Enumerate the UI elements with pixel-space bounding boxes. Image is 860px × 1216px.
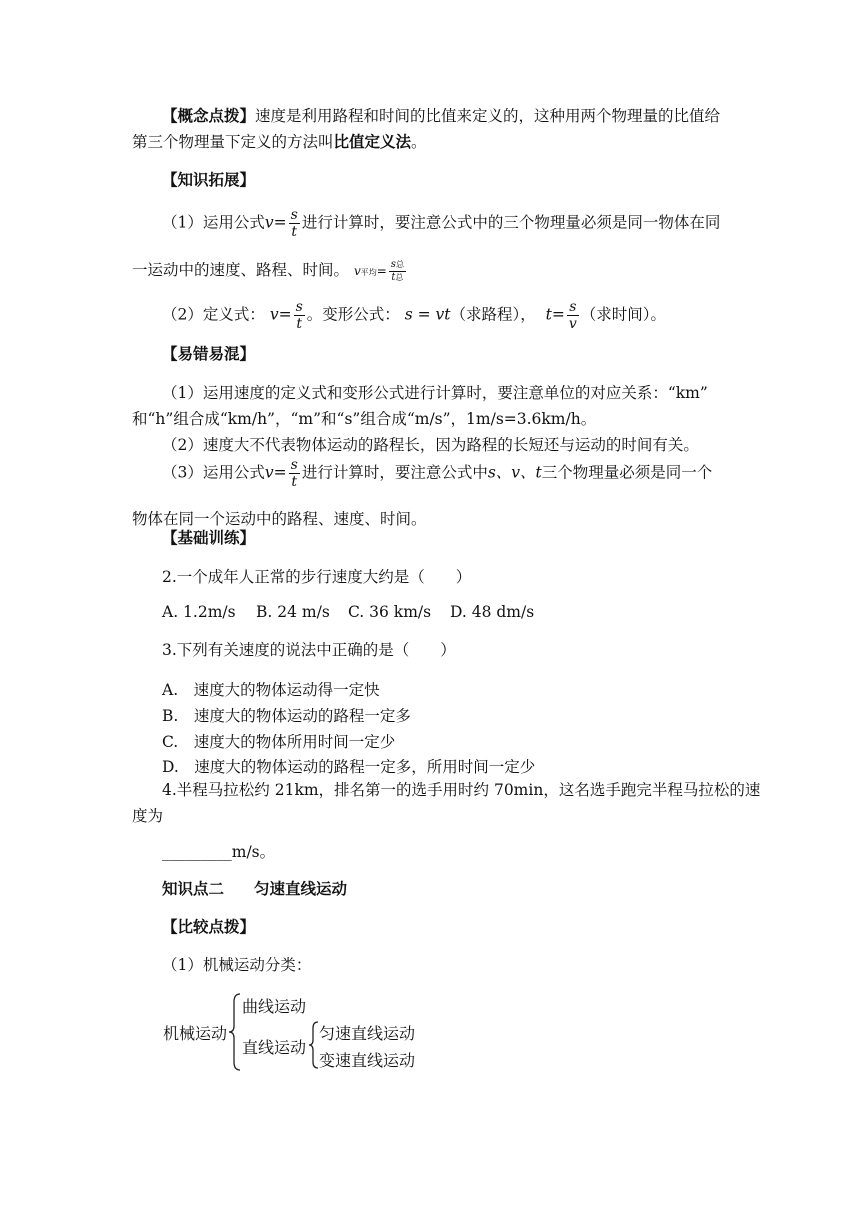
tree-brace-main bbox=[228, 992, 242, 1072]
compare-heading: 【比较点拨】 bbox=[162, 917, 256, 936]
expand-item1-prefix: （1）运用公式 bbox=[162, 213, 265, 232]
item2-note1: （求路程）， bbox=[450, 305, 536, 324]
question-4-line2: 度为 bbox=[132, 807, 164, 825]
formula-eq: = bbox=[273, 213, 287, 232]
def-eq: = bbox=[278, 305, 292, 324]
tree-root: 机械运动 bbox=[163, 1024, 228, 1043]
q2-option-c[interactable]: C. 36 km/s bbox=[348, 603, 432, 621]
section2-number: 知识点二 bbox=[162, 879, 225, 898]
time-den: v bbox=[568, 316, 577, 332]
item2-prefix: （2）定义式： bbox=[162, 305, 265, 324]
avg-t-sub: 总 bbox=[395, 273, 404, 282]
p3-suffix: 进行计算时，要注意公式中 bbox=[301, 463, 488, 482]
basic-heading: 【基础训练】 bbox=[162, 528, 256, 547]
p3-den: t bbox=[289, 473, 300, 489]
q4-answer-blank[interactable]: _________m/s。 bbox=[162, 843, 276, 861]
p3-eq: = bbox=[273, 463, 287, 482]
section2-topic: 匀速直线运动 bbox=[254, 879, 348, 898]
pitfalls-heading: 【易错易混】 bbox=[162, 344, 256, 363]
average-speed-formula bbox=[353, 259, 408, 283]
tree-straight: 直线运动 bbox=[242, 1038, 307, 1057]
avg-s: s bbox=[390, 259, 396, 270]
q3-option-a[interactable]: A. 速度大的物体运动得一定快 bbox=[162, 681, 380, 699]
item2-mid: 。变形公式： bbox=[306, 305, 400, 324]
avg-fraction bbox=[389, 260, 406, 283]
time-num: s bbox=[569, 299, 577, 315]
expand-item1-suffix: 进行计算时，要注意公式中的三个物理量必须是同一物体在同 bbox=[301, 213, 721, 232]
concept-text: 速度是利用路程和时间的比值来定义的，这种用两个物理量的比值给 bbox=[255, 107, 721, 125]
def-num: s bbox=[295, 299, 303, 315]
expand-item1-line2 bbox=[132, 258, 408, 283]
expand-heading: 【知识拓展】 bbox=[162, 170, 256, 189]
question-4-line1: 4.半程马拉松约 21km，排名第一的选手用时约 70min，这名选手跑完半程马拉松的速 bbox=[162, 781, 761, 799]
section2-title bbox=[162, 877, 347, 899]
expand-item1-text: 一运动中的速度、路程、时间。 bbox=[132, 261, 350, 279]
tree-curve: 曲线运动 bbox=[242, 997, 307, 1016]
q2-option-b[interactable]: B. 24 m/s bbox=[256, 603, 330, 621]
formula-fraction bbox=[289, 208, 300, 239]
formula-denominator: t bbox=[289, 223, 300, 239]
expand-item2 bbox=[162, 300, 666, 331]
def-den: t bbox=[294, 315, 305, 331]
q3-option-c[interactable]: C. 速度大的物体所用时间一定少 bbox=[162, 733, 396, 751]
tree-variable: 变速直线运动 bbox=[319, 1051, 416, 1070]
p3-end: 三个物理量必须是同一个 bbox=[541, 463, 713, 482]
concept-paragraph-line2 bbox=[132, 130, 427, 152]
time-eq: = bbox=[551, 305, 565, 324]
def-fraction bbox=[294, 300, 305, 331]
compare-item1: （1）机械运动分类： bbox=[162, 956, 312, 974]
formula-v: v bbox=[264, 213, 274, 232]
pitfall-1-line2: 和“h”组合成“km/h”，“m”和“s”组合成“m/s”，1m/s=3.6km/h。 bbox=[132, 410, 597, 428]
avg-eq: = bbox=[376, 264, 387, 278]
q3-option-d[interactable]: D. 速度大的物体运动的路程一定多，所用时间一定少 bbox=[162, 758, 536, 776]
pitfall-1-line1: （1）运用速度的定义式和变形公式进行计算时，要注意单位的对应关系：“km” bbox=[162, 384, 708, 402]
formula-numerator: s bbox=[290, 207, 298, 223]
pitfall-3-line1 bbox=[162, 458, 712, 489]
time-fraction bbox=[567, 300, 579, 331]
question-3: 3.下列有关速度的说法中正确的是（ ） bbox=[162, 641, 456, 659]
p3-num: s bbox=[290, 457, 298, 473]
p3-vars: s、v、t bbox=[487, 463, 542, 482]
distance-formula: s = vt bbox=[404, 305, 451, 324]
p3-v: v bbox=[264, 463, 274, 482]
time-t: t bbox=[545, 305, 552, 324]
pitfall-2: （2）速度大不代表物体运动的路程长，因为路程的长短还与运动的时间有关。 bbox=[162, 436, 699, 454]
avg-t: t bbox=[391, 272, 396, 283]
concept-paragraph-line1 bbox=[162, 104, 720, 126]
p3-fraction bbox=[289, 458, 300, 489]
avg-sub: 平均 bbox=[360, 268, 377, 277]
avg-v: v bbox=[353, 264, 361, 278]
tree-uniform: 匀速直线运动 bbox=[319, 1024, 416, 1043]
q3-option-b[interactable]: B. 速度大的物体运动的路程一定多 bbox=[162, 707, 411, 725]
item2-note2: （求时间）。 bbox=[580, 305, 667, 324]
pitfall-3-line2: 物体在同一个运动中的路程、速度、时间。 bbox=[132, 510, 427, 528]
q2-option-a[interactable]: A. 1.2m/s bbox=[162, 603, 236, 621]
concept-heading: 【概念点拨】 bbox=[162, 106, 256, 125]
q2-option-d[interactable]: D. 48 dm/s bbox=[450, 603, 535, 621]
expand-item1-line1 bbox=[162, 208, 720, 239]
avg-s-sub: 总 bbox=[395, 260, 404, 269]
p3-prefix: （3）运用公式 bbox=[162, 463, 265, 482]
question-2: 2.一个成年人正常的步行速度大约是（ ） bbox=[162, 568, 472, 586]
concept-text-2: 第三个物理量下定义的方法叫 bbox=[132, 133, 334, 151]
concept-period: 。 bbox=[411, 133, 427, 151]
ratio-method-term: 比值定义法 bbox=[333, 132, 412, 151]
def-v: v bbox=[269, 305, 279, 324]
